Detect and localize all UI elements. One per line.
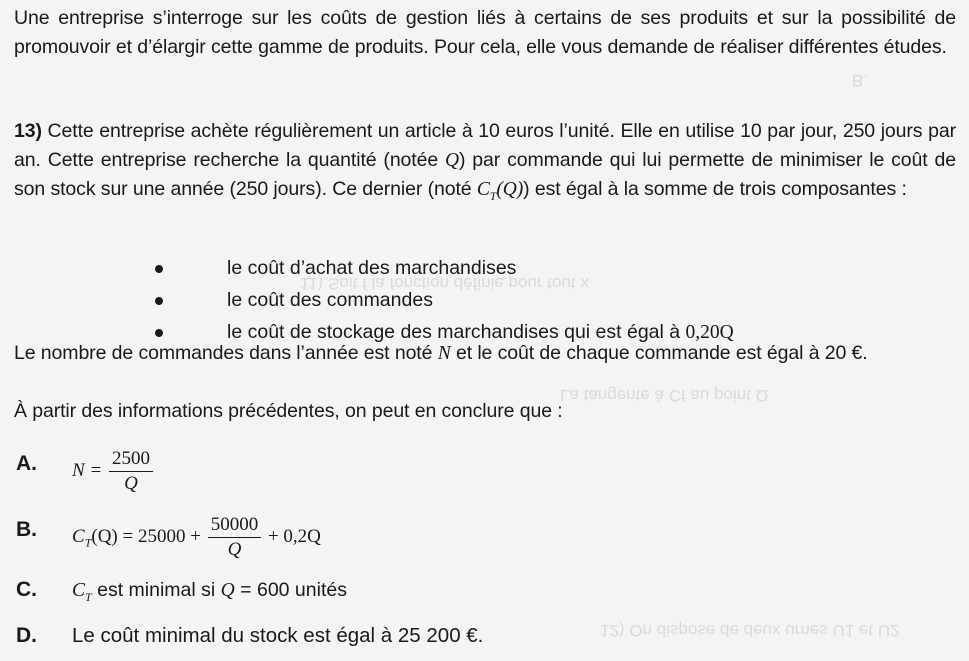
question-number: 13) (14, 120, 42, 142)
intro-paragraph: Une entreprise s’interroge sur les coûts de gestion liés à certains de ses produits et sur la possibilité de promouvoir et d’élargir cette gamme de produits. Pour cela, elle vous demande de réaliser différentes études. (14, 7, 956, 58)
fraction: $\frac{2500}{Q}$ (109, 448, 153, 495)
bleed-through-text: La tangente à Cf au point Ω (560, 386, 769, 405)
conclusion-sentence: À partir des informations précédentes, on peut en conclure que : (14, 400, 563, 422)
option-d-text: Le coût minimal du stock est égal à 25 200 €. (72, 624, 484, 647)
option-c-letter: C. (16, 578, 37, 601)
question-text-3: ) est égal à la somme de trois composantes : (523, 178, 907, 200)
bleed-through-text: 12) On dispose de deux urnes U1 et U2 (600, 621, 900, 640)
document-page: B. 11) Soit f la fonction définie pour tout x La tangente à Cf au point Ω 12) On dispose de deux urnes U1 et U2 Une entreprise s’interroge sur les coûts de gestion liés à certains de ses produits et sur la possibilité de promouvoir et d’élargir cette gamme de produits. Pour cela, elle vous demande de réaliser différentes études. 13) Cette entreprise achète régulièrement un article à 10 euros l’unité. Elle en utilise 10 par jour, 250 jours par an. Cette entreprise recherche la quantité (notée Q) par commande qui lui permette de minimiser le coût de son stock sur une année (250 jours). Ce dernier (noté $C_T(Q)$) est égal à la somme de trois composantes : le coût d’achat des marchandises le coût des commandes le coût de stockage des marchandises qui est égal à 0,20Q Le nombre de commandes dans l’année est noté N et le coût de chaque commande est égal à 20 €. À partir des informations précédentes, on peut en conclure que : A. N = $\frac{2500}{Q}$ B. $C_T(Q) = 25000$ + $\frac{50000}{Q}$ + 0,2Q C. $C_T$ est minimal si Q = 600 unités D. Le coût minimal du stock est égal à 25 200 €. (0, 0, 969, 661)
option-a-formula: N = $\frac{2500}{Q}$ (72, 448, 155, 495)
fraction: $\frac{50000}{Q}$ (208, 514, 262, 561)
question-paragraph (14, 117, 956, 211)
bullet-icon (155, 265, 163, 273)
option-a-letter: A. (16, 452, 37, 475)
question-text-2: ) par commande qui lui permette de minimiser le coût de son stock sur une année (250 jours). Ce dernier (noté (14, 149, 956, 200)
option-b-formula: $C_T(Q) = 25000$ + $\frac{50000}{Q}$ + 0,2Q (72, 514, 321, 560)
ct-symbol: $C_T(Q)$ (476, 179, 524, 203)
bullet-icon (155, 297, 163, 305)
bleed-through-text: 11) Soit f la fonction définie pour tout x (300, 274, 589, 293)
question-text-1: Cette entreprise achète régulièrement un article à 10 euros l’unité. Elle en utilise 10 par jour, 250 jours par an. Cette entreprise recherche la quantité (notée (14, 120, 956, 171)
option-b-letter: B. (16, 518, 37, 541)
bullet-icon (155, 329, 163, 337)
option-d-letter: D. (16, 624, 37, 647)
q-symbol: Q (445, 150, 460, 171)
option-c-text: $C_T$ est minimal si Q = 600 unités (72, 579, 347, 604)
orders-sentence: Le nombre de commandes dans l’année est noté N et le coût de chaque commande est égal à 20 €. (14, 342, 868, 364)
bleed-through-text: B. (852, 71, 869, 90)
